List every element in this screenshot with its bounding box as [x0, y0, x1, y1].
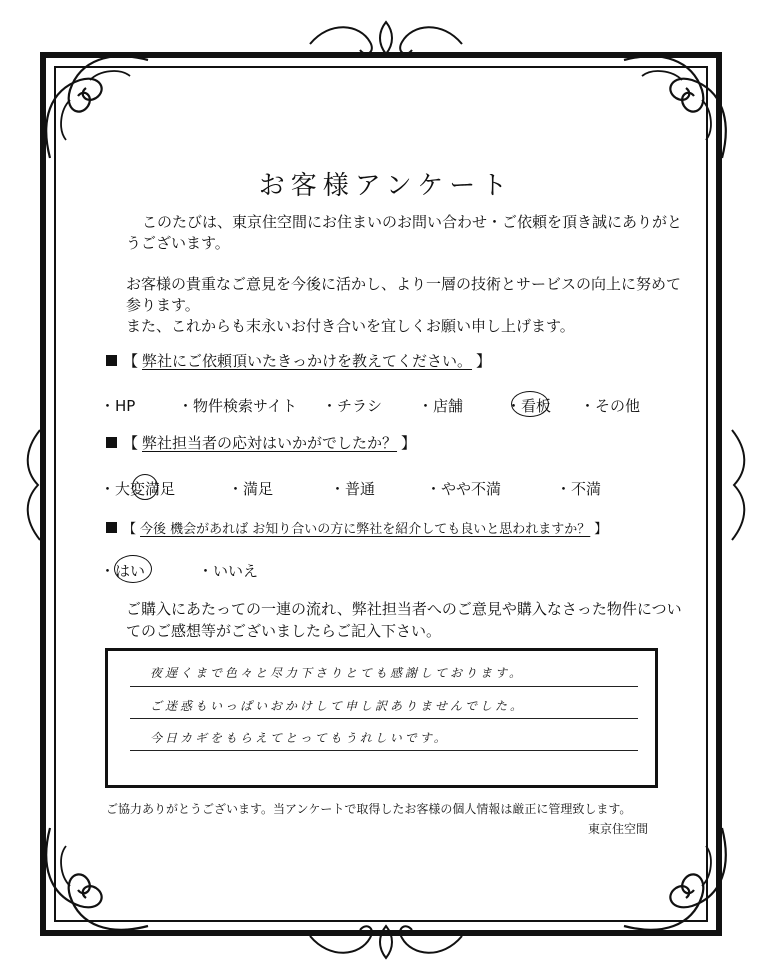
q1-option-store[interactable]: ・店舗 [418, 397, 464, 415]
bracket-open: 【 [123, 434, 139, 452]
ornament-bottom-left-icon [30, 816, 160, 946]
ornament-top-right-icon [612, 40, 742, 170]
intro-paragraph-1: このたびは、東京住空間にお住まいのお問い合わせ・ご依頼を頂き誠にありがとうございます。 [126, 213, 683, 252]
ornament-right-edge-icon [724, 420, 752, 550]
bracket-close: 】 [594, 522, 608, 537]
question-1-heading [106, 350, 491, 371]
privacy-footer: ご協力ありがとうございます。当アンケートで取得したお客様の個人情報は厳正に管理致します。 [106, 802, 632, 816]
comment-line-3 [130, 750, 638, 751]
question-1-text: 弊社にご依頼頂いたきっかけを教えてください。 [142, 352, 473, 370]
handwritten-comment-1: 夜遅くまで色々と尽力下さりとても感謝しております。 [150, 666, 525, 680]
question-2-text: 弊社担当者の応対はいかがでしたか？ [142, 434, 398, 452]
q1-selected-circle [511, 391, 549, 417]
question-2-heading [106, 432, 416, 453]
bracket-open: 【 [123, 352, 139, 370]
square-bullet-icon [106, 522, 117, 533]
comment-line-2 [130, 718, 638, 719]
company-name: 東京住空間 [587, 822, 648, 836]
intro-paragraph-2: お客様の貴重なご意見を今後に活かし、より一層の技術とサービスの向上に努めて参ります。 [126, 275, 682, 314]
square-bullet-icon [106, 437, 117, 448]
q2-option-very-satisfied[interactable]: ・大変満足 [100, 480, 176, 498]
q3-option-yes[interactable]: ・はい [100, 562, 146, 580]
q1-option-hp[interactable]: ・HP [100, 397, 136, 415]
q2-option-dissatisfied[interactable]: ・不満 [556, 480, 602, 498]
question-3-heading [106, 518, 607, 537]
q1-option-signboard[interactable]: ・看板 [506, 397, 552, 415]
q2-option-somewhat-dissatisfied[interactable]: ・やや不満 [426, 480, 502, 498]
question-3-text: 今後 機会があれば お知り合いの方に弊社を紹介しても良いと思われますか？ [140, 522, 591, 537]
ornament-bottom-center-icon [300, 916, 472, 966]
ornament-top-left-icon [30, 40, 160, 170]
q2-selected-circle [132, 474, 158, 500]
intro-paragraph-3: また、これからも末永いお付き合いを宜しくお願い申し上げます。 [126, 317, 575, 335]
square-bullet-icon [106, 355, 117, 366]
comment-line-1 [130, 686, 638, 687]
q3-option-no[interactable]: ・いいえ [198, 562, 259, 580]
page-title: お客様アンケート [258, 171, 514, 202]
q2-option-neutral[interactable]: ・普通 [330, 480, 376, 498]
comment-instructions: ご購入にあたっての一連の流れ、弊社担当者へのご意見や購入なさった物件についてのご感想等がございましたらご記入下さい。 [126, 600, 682, 640]
handwritten-comment-3: 今日カギをもらえてとってもうれしいです。 [150, 731, 449, 745]
q2-option-satisfied[interactable]: ・満足 [228, 480, 274, 498]
q1-option-property-search[interactable]: ・物件検索サイト [178, 397, 297, 415]
ornament-top-center-icon [300, 14, 472, 64]
bracket-close: 】 [476, 352, 492, 370]
q3-selected-circle [114, 555, 152, 583]
q1-option-other[interactable]: ・その他 [580, 397, 641, 415]
ornament-left-edge-icon [20, 420, 48, 550]
q1-option-flyer[interactable]: ・チラシ [322, 397, 383, 415]
bracket-close: 】 [401, 434, 417, 452]
handwritten-comment-2: ご迷惑もいっぱいおかけして申し訳ありませんでした。 [150, 699, 526, 713]
bracket-open: 【 [123, 522, 137, 537]
